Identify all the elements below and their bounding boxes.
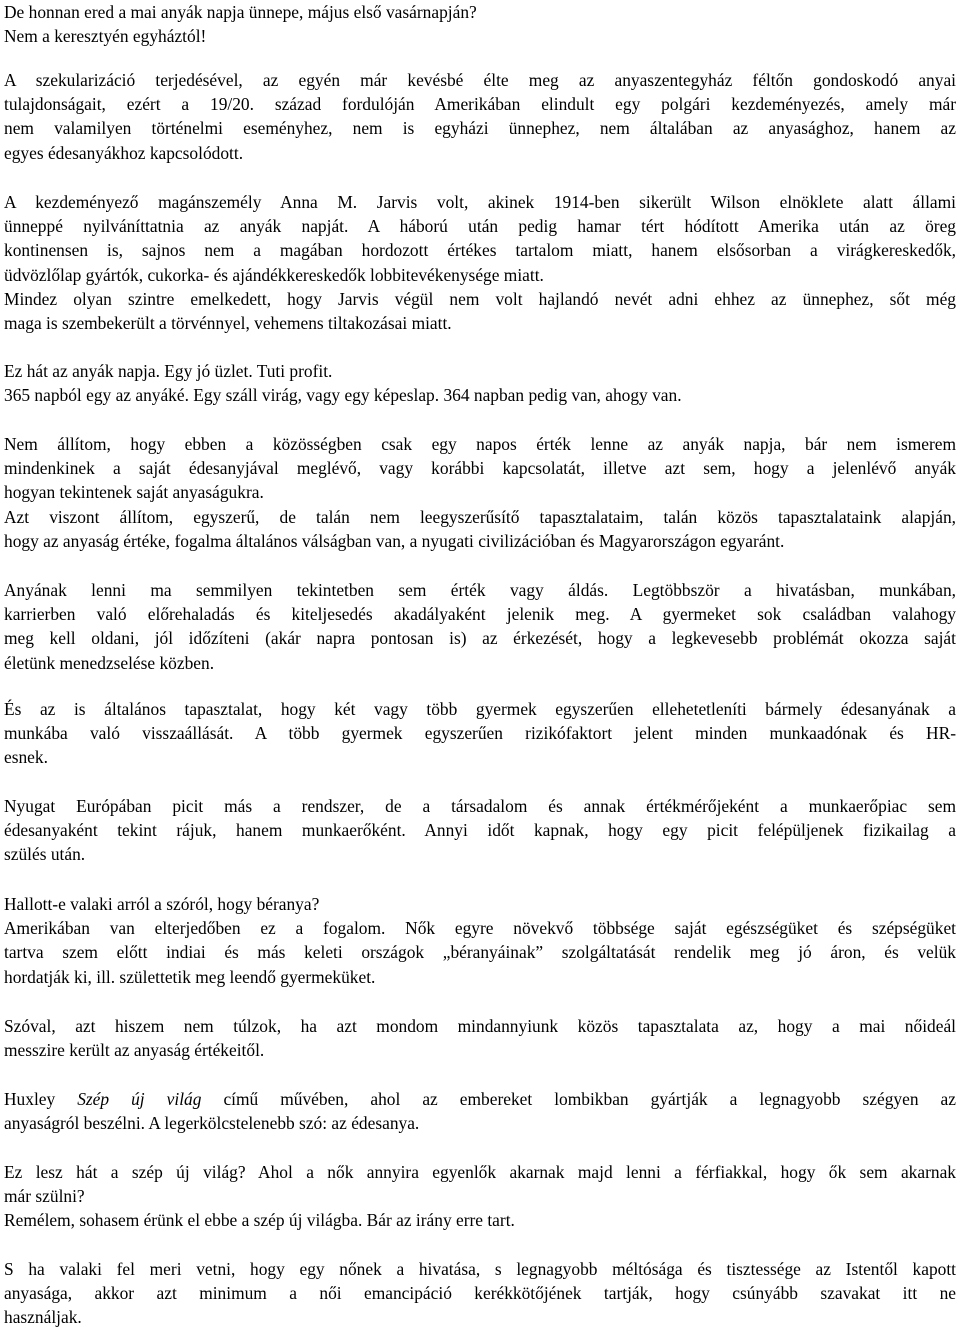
text-line: De honnan ered a mai anyák napja ünnepe, május első vasárnapján? (4, 2, 477, 22)
paragraph-p13 (4, 1257, 956, 1330)
paragraph-p3 (4, 190, 956, 335)
text-line: Nyugat Európában picit más a rendszer, de a társadalom és annak értékmérőjeként a munkaerőpiac sem (4, 796, 956, 816)
text-line: egyes édesanyákhoz kapcsolódott. (4, 142, 244, 163)
text-line: kontinensen is, sajnos nem a magában hordozott értékes tartalom miatt, hanem elsősorban a virágkereskedők, (4, 240, 956, 261)
text-line: messzire került az anyaság értékeitől. (4, 1040, 265, 1061)
text-line: Amerikában van elterjedőben ez a fogalom. Nők egyre növekvő többsége saját egészségüket és szépségüket (4, 918, 956, 939)
paragraph-p5 (4, 432, 956, 553)
text-line: hogyan tekintenek saját anyaságukra. (4, 482, 264, 503)
text-line: hogy az anyaság értéke, fogalma általános válságban van, a nyugati civilizációban és Magyarországon egyaránt. (4, 530, 785, 551)
text-line: Szóval, azt hiszem nem túlzok, ha azt mondom mindannyiunk közös tapasztalata az, hogy a mai nőideál (4, 1016, 956, 1036)
text-line: Azt viszont állítom, egyszerű, de talán nem leegyszerűsítő tapasztalataim, talán közös tapasztalataink alapján, (4, 506, 956, 527)
text-line: A kezdeményező magánszemély Anna M. Jarvis volt, akinek 1914-ben sikerült Wilson elnöklete alatt állami (4, 192, 956, 212)
text-line: 365 napból egy az anyáké. Egy száll virág, vagy egy képeslap. 364 napban pedig van, ahogy van. (4, 385, 682, 406)
text-line: Nem állítom, hogy ebben a közösségben csak egy napos érték lenne az anyák napja, bár nem ismerem (4, 434, 956, 454)
paragraph-p4 (4, 359, 956, 407)
text-line: nem valamilyen történelmi eseményhez, nem is egyházi ünnephez, nem általában az anyasághoz, hanem az (4, 118, 956, 139)
paragraph-p6 (4, 578, 956, 675)
text-line: anyasága, akkor azt minimum a női emancipáció kerékkötőjének tartják, hogy csúnyább szavakat itt ne (4, 1283, 956, 1304)
paragraph-p1 (4, 0, 956, 48)
text-line: maga is szembekerült a törvénnyel, vehemens tiltakozásai miatt. (4, 312, 452, 333)
paragraph-p7 (4, 697, 956, 770)
book-title: Szép új világ (77, 1089, 202, 1109)
text-line: életünk menedzselése közben. (4, 652, 215, 673)
text-line: És az is általános tapasztalat, hogy két vagy több gyermek egyszerűen ellehetetleníti bármely édesanyának a (4, 699, 956, 719)
text-line: már szülni? (4, 1186, 85, 1207)
text-line: Hallott-e valaki arról a szóról, hogy béranya? (4, 894, 320, 914)
text-line: Ez lesz hát a szép új világ? Ahol a nők annyira egyenlők akarnak majd lenni a férfiakkal, hogy ők sem akarnak (4, 1162, 956, 1182)
paragraph-p9 (4, 892, 956, 989)
text-line: Huxley Szép új világ című művében, ahol az embereket lombikban gyártják a legnagyobb szégyen az (4, 1089, 956, 1109)
text-line: meg kell oldani, jól időzíteni (akár napra pontosan is) az érkezését, hogy a legkevesebb problémát okozza saját (4, 628, 956, 649)
text-line: karrierben való előrehaladás és kiteljesedés akadályaként jelenik meg. A gyermeket sok családban valahogy (4, 604, 956, 625)
text-line: Mindez olyan szintre emelkedett, hogy Jarvis végül nem volt hajlandó nevét adni ehhez az ünnephez, sőt még (4, 288, 956, 309)
text-line: A szekularizáció terjedésével, az egyén már kevésbé élte meg az anyaszentegyház féltőn gondoskodó anyai (4, 70, 956, 90)
text-line: mindenkinek a saját édesanyjával meglévő, vagy korábbi kapcsolatát, illetve azt sem, hogy a jelenlévő anyák (4, 458, 956, 479)
text-line: édesanyaként tekint rájuk, hanem munkaerőként. Annyi időt kapnak, hogy egy picit felépüljenek fizikailag a (4, 820, 956, 841)
text-line: szülés után. (4, 844, 86, 865)
text-line: Remélem, sohasem érünk el ebbe a szép új világba. Bár az irány erre tart. (4, 1210, 515, 1231)
text-line: Ez hát az anyák napja. Egy jó üzlet. Tuti profit. (4, 361, 333, 381)
text-line: ünneppé nyilváníttatnia az anyák napját. A háború után pedig hamar tért hódított Amerika után az öreg (4, 216, 956, 237)
text-line: munkába való visszaállását. A több gyermek egyszerűen rizikófaktort jelent minden munkaadónak és HR- (4, 723, 956, 744)
text-line: tartva szem előtt indiai és más keleti országok „béranyáinak” szolgáltatását rendelik meg jó áron, és velük (4, 942, 956, 963)
paragraph-p8 (4, 794, 956, 867)
text-line: Anyának lenni ma semmilyen tekintetben sem érték vagy áldás. Legtöbbször a hivatásban, munkában, (4, 580, 956, 600)
text-line: üdvözlőlap gyártók, cukorka- és ajándékkereskedők lobbitevékenysége miatt. (4, 264, 544, 285)
paragraph-p10 (4, 1014, 956, 1062)
text-line: tulajdonságait, ezért a 19/20. század fordulóján Amerikában elindult egy polgári kezdeményezés, amely már (4, 94, 956, 115)
text-line: anyaságról beszélni. A legerkölcstelenebb szó: az édesanya. (4, 1113, 420, 1134)
text-line: hordatják ki, ill. születtetik meg leendő gyermeküket. (4, 966, 376, 987)
text-line: esnek. (4, 747, 48, 768)
paragraph-p2 (4, 68, 956, 165)
text-line: használjak. (4, 1307, 82, 1328)
text-line: Nem a keresztyén egyháztól! (4, 26, 207, 47)
paragraph-p11 (4, 1087, 956, 1135)
paragraph-p12 (4, 1160, 956, 1233)
text-line: S ha valaki fel meri vetni, hogy egy nőnek a hivatása, s legnagyobb méltósága és tisztessége az Istentől kapott (4, 1259, 956, 1279)
